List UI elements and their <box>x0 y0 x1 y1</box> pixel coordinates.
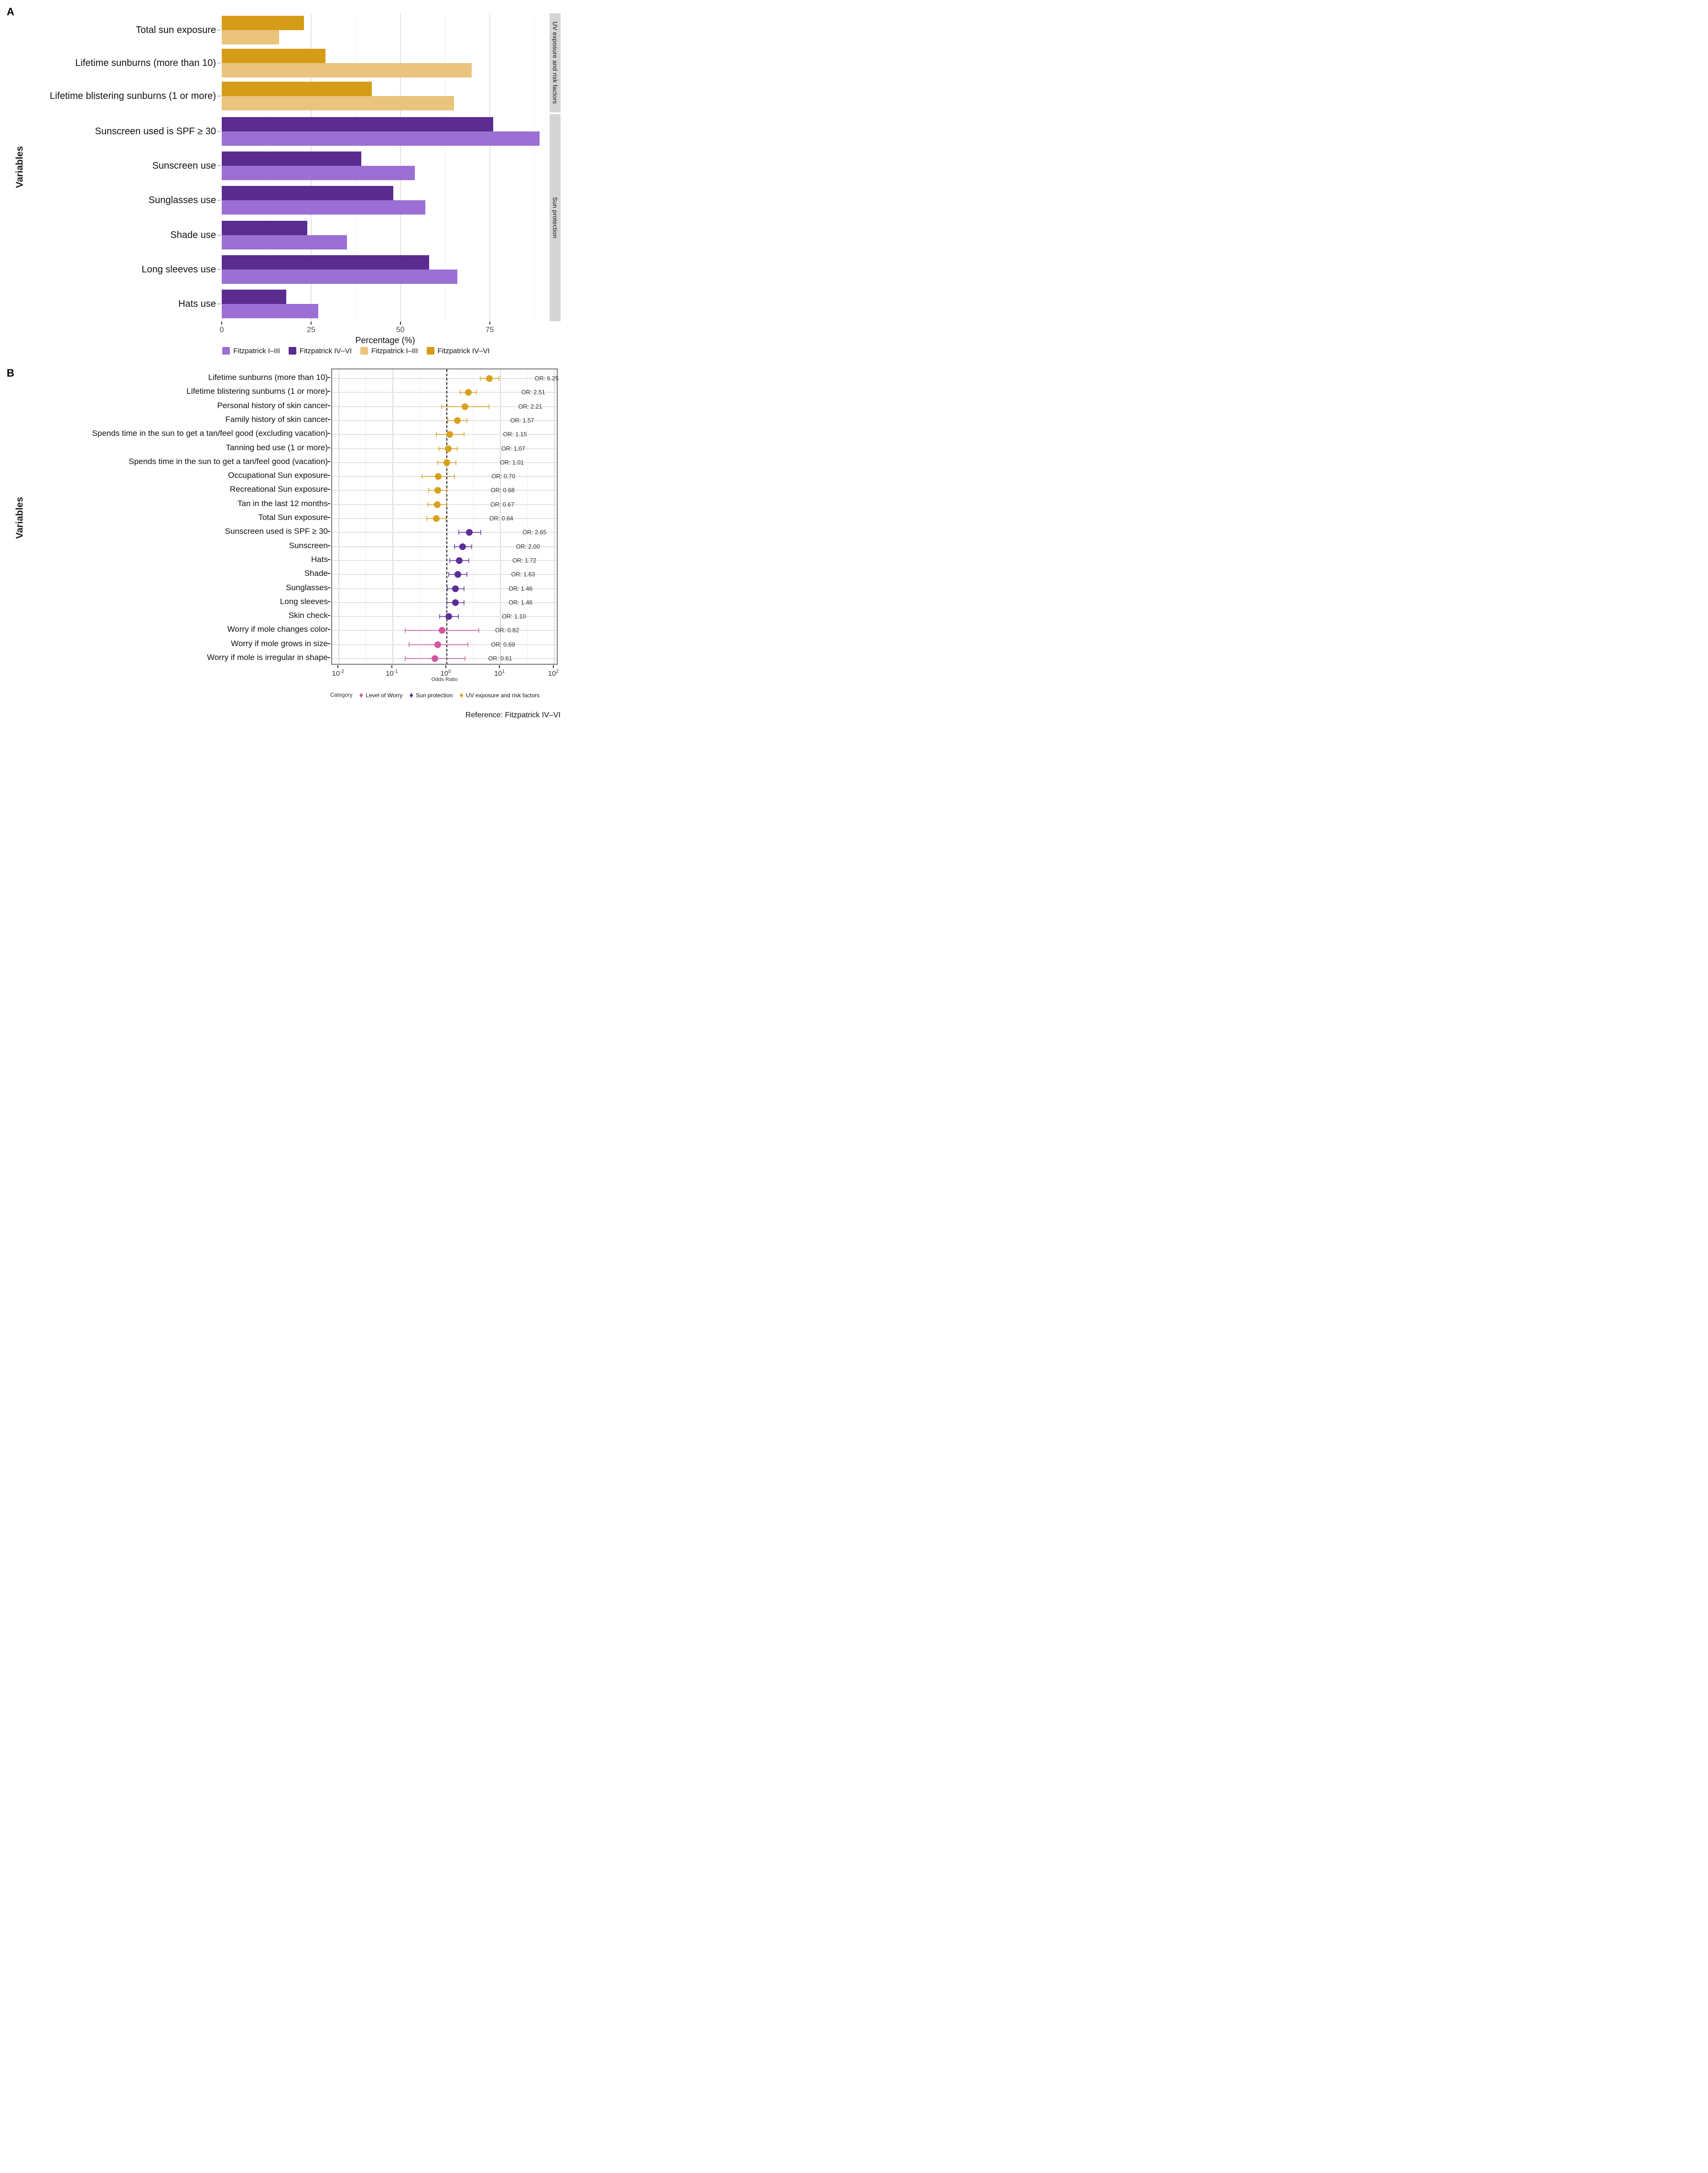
y-tick <box>328 391 330 392</box>
legend-label: UV exposure and risk factors <box>466 692 540 699</box>
bar-fitzpatrick-i-iii <box>222 131 540 146</box>
category-label: Skin check <box>288 611 328 620</box>
legend-label: Fitzpatrick I–III <box>233 346 280 355</box>
category-label: Recreational Sun exposure <box>229 485 328 494</box>
x-tick <box>499 665 500 668</box>
ci-cap-high <box>457 446 458 451</box>
bar-row <box>222 114 549 149</box>
ci-cap-low <box>436 432 437 437</box>
odds-ratio-label: OR: 0.69 <box>491 641 515 648</box>
ci-cap-high <box>464 586 465 591</box>
legend-item <box>409 692 453 699</box>
y-tick <box>328 559 330 560</box>
category-label: Personal history of skin cancer <box>217 400 328 410</box>
facet-strip <box>550 13 561 112</box>
gridline-vertical-major <box>338 369 339 664</box>
odds-ratio-label: OR: 1.72 <box>512 557 537 564</box>
ci-cap-high <box>458 614 459 619</box>
gridline-vertical-major <box>554 369 555 664</box>
category-label: Hats <box>311 554 328 564</box>
y-tick <box>328 419 330 420</box>
x-tick <box>445 665 446 668</box>
diamond-icon: ♦ <box>459 691 464 700</box>
panel-b-y-axis-title: Variables <box>14 497 25 539</box>
ci-cap-high <box>488 404 489 409</box>
ci-cap-high <box>455 460 456 465</box>
y-tick <box>328 503 330 504</box>
legend-item <box>360 347 418 355</box>
legend-item <box>459 692 540 699</box>
panel-a-x-axis-title: Percentage (%) <box>355 335 415 345</box>
panel-a-plot-area <box>222 13 549 321</box>
category-label: Worry if mole changes color <box>227 625 328 634</box>
legend-swatch <box>427 347 434 355</box>
legend-swatch <box>222 347 230 355</box>
forest-point <box>432 655 438 662</box>
odds-ratio-label: OR: 1.46 <box>508 585 533 592</box>
y-tick <box>328 657 330 658</box>
panel-b-x-axis-title: Odds Ratio <box>431 677 458 682</box>
ci-cap-high <box>446 488 447 493</box>
odds-ratio-label: OR: 2.00 <box>516 543 540 550</box>
bar-row <box>222 46 549 79</box>
ci-cap-low <box>426 516 427 521</box>
facet-uv-exposure <box>222 13 549 112</box>
bar-fitzpatrick-iv-vi <box>222 151 361 166</box>
forest-point <box>486 375 493 382</box>
odds-ratio-label: OR: 0.82 <box>495 627 519 634</box>
forest-point <box>462 403 468 410</box>
odds-ratio-label: OR: 0.67 <box>490 501 515 508</box>
gridline-vertical-minor <box>473 369 474 664</box>
panel-b-plot-area <box>331 368 558 665</box>
category-label: Occupational Sun exposure <box>228 471 328 480</box>
y-tick <box>328 615 330 616</box>
bar-fitzpatrick-i-iii <box>222 304 318 318</box>
y-tick <box>217 235 221 236</box>
bar-fitzpatrick-iv-vi <box>222 49 325 63</box>
category-label: Worry if mole is irregular in shape <box>207 653 328 662</box>
odds-ratio-label: OR: 1.57 <box>510 417 534 424</box>
category-label: Sunscreen use <box>152 161 216 172</box>
ci-cap-high <box>445 516 446 521</box>
x-tick-label: $10^2$ <box>548 669 559 678</box>
x-tick <box>489 322 490 324</box>
category-label: Spends time in the sun to get a tan/feel good (excluding vacation) <box>92 429 328 438</box>
ci-cap-low <box>428 488 429 493</box>
y-tick <box>328 377 330 378</box>
ci-cap-low <box>405 656 406 661</box>
panel-b-label: B <box>7 367 14 379</box>
legend-swatch <box>289 347 296 355</box>
category-label: Lifetime sunburns (more than 10) <box>75 57 216 68</box>
odds-ratio-label: OR: 2.21 <box>518 403 542 410</box>
reference-note: Reference: Fitzpatrick IV–VI <box>465 711 561 719</box>
facet-strip-label: Sun protection <box>551 197 559 238</box>
y-tick <box>328 433 330 434</box>
legend-item <box>222 347 280 355</box>
odds-ratio-label: OR: 0.70 <box>491 473 516 480</box>
bar-fitzpatrick-i-iii <box>222 166 415 180</box>
odds-ratio-label: OR: 6.25 <box>534 375 559 382</box>
forest-point <box>434 641 441 648</box>
x-tick-label: $10^{-2}$ <box>332 669 345 678</box>
y-tick <box>328 405 330 406</box>
y-tick <box>328 489 330 490</box>
forest-point <box>434 501 441 508</box>
diamond-icon: ♦ <box>409 691 414 700</box>
bar-fitzpatrick-i-iii <box>222 63 472 77</box>
y-tick <box>328 517 330 518</box>
facet-strip <box>550 114 561 321</box>
legend-label: Sun protection <box>416 692 453 699</box>
facet-sun-protection <box>222 114 549 321</box>
odds-ratio-label: OR: 1.63 <box>511 571 535 578</box>
category-label: Spends time in the sun to get a tan/feel good (vacation) <box>129 456 328 466</box>
panel-a-label: A <box>7 6 14 18</box>
diamond-icon: ♦ <box>359 691 364 700</box>
forest-point <box>435 473 442 480</box>
forest-point <box>446 431 453 438</box>
y-tick <box>328 573 330 574</box>
legend-label: Fitzpatrick IV–VI <box>437 346 490 355</box>
y-tick <box>328 461 330 462</box>
ci-cap-high <box>467 642 468 647</box>
ci-cap-high <box>466 572 467 577</box>
ci-cap-low <box>409 642 410 647</box>
x-tick <box>391 665 392 668</box>
legend-swatch <box>360 347 368 355</box>
category-label: Sunglasses use <box>148 195 216 206</box>
x-tick-label: 0 <box>219 326 224 334</box>
figure <box>0 0 569 724</box>
bar-fitzpatrick-i-iii <box>222 200 425 215</box>
y-tick <box>217 165 221 166</box>
ci-cap-low <box>454 544 455 549</box>
x-tick <box>311 322 312 324</box>
category-label: Sunscreen <box>289 541 328 550</box>
bar-fitzpatrick-i-iii <box>222 270 457 284</box>
category-label: Sunscreen used is SPF ≥ 30 <box>225 527 328 536</box>
y-tick <box>328 545 330 546</box>
bar-row <box>222 252 549 287</box>
ci-cap-low <box>447 418 448 423</box>
category-label: Sunscreen used is SPF ≥ 30 <box>95 126 216 137</box>
ci-cap-high <box>480 530 481 535</box>
bar-fitzpatrick-iv-vi <box>222 117 493 131</box>
ci-cap-low <box>447 586 448 591</box>
ci-cap-low <box>437 460 438 465</box>
facet-strip-label: UV exposure and risk factors <box>551 22 559 104</box>
bar-fitzpatrick-iv-vi <box>222 221 307 235</box>
gridline-horizontal <box>332 378 557 379</box>
legend-item <box>289 347 352 355</box>
bar-row <box>222 79 549 112</box>
y-tick <box>328 601 330 602</box>
legend-label: Level of Worry <box>366 692 403 699</box>
legend-title: Category <box>330 692 353 698</box>
forest-point <box>439 627 445 634</box>
forest-point <box>445 613 452 620</box>
ci-cap-high <box>498 376 499 381</box>
category-label: Sunglasses <box>286 583 328 592</box>
category-label: Shade <box>304 569 328 578</box>
odds-ratio-label: OR: 1.46 <box>508 599 533 606</box>
forest-point <box>454 417 461 424</box>
x-tick-label: 25 <box>306 326 315 334</box>
bar-row <box>222 218 549 252</box>
bar-fitzpatrick-i-iii <box>222 96 454 110</box>
x-tick-label: $10^{-1}$ <box>386 669 398 678</box>
forest-point <box>465 389 472 396</box>
y-tick <box>328 531 330 532</box>
forest-point <box>434 487 441 494</box>
legend-label: Fitzpatrick IV–VI <box>299 346 352 355</box>
odds-ratio-label: OR: 0.61 <box>488 655 512 662</box>
y-tick <box>328 447 330 448</box>
bar-row <box>222 149 549 183</box>
odds-ratio-label: OR: 0.64 <box>489 515 513 522</box>
x-tick-label: $10^1$ <box>494 669 505 678</box>
y-tick <box>217 30 221 31</box>
ci-cap-high <box>468 558 469 563</box>
y-tick <box>328 587 330 588</box>
x-tick <box>337 665 338 668</box>
forest-point <box>459 543 466 550</box>
x-tick-label: 75 <box>485 326 494 334</box>
ci-cap-low <box>427 502 428 507</box>
bar-fitzpatrick-iv-vi <box>222 82 372 96</box>
ci-cap-low <box>448 572 449 577</box>
odds-ratio-label: OR: 2.51 <box>521 389 545 396</box>
bar-fitzpatrick-iv-vi <box>222 255 429 270</box>
y-tick <box>217 303 221 304</box>
forest-point <box>433 515 440 522</box>
y-tick <box>217 63 221 64</box>
forest-point <box>454 571 461 578</box>
odds-ratio-label: OR: 1.01 <box>500 459 524 466</box>
ci-cap-high <box>454 474 455 479</box>
forest-point <box>452 585 459 592</box>
category-label: Tanning bed use (1 or more) <box>226 443 328 452</box>
odds-ratio-label: OR: 0.68 <box>490 487 515 494</box>
x-tick <box>400 322 401 324</box>
x-tick-label: 50 <box>396 326 405 334</box>
forest-point <box>443 459 450 466</box>
legend-item <box>427 347 490 355</box>
x-tick <box>221 322 222 324</box>
ci-cap-low <box>446 600 447 605</box>
ci-cap-low <box>449 558 450 563</box>
ci-cap-high <box>464 600 465 605</box>
odds-ratio-label: OR: 1.07 <box>501 445 526 452</box>
ci-cap-high <box>478 628 479 633</box>
bar-fitzpatrick-iv-vi <box>222 186 393 200</box>
y-tick <box>217 269 221 270</box>
bar-fitzpatrick-i-iii <box>222 235 347 249</box>
forest-point <box>466 529 473 536</box>
category-label: Total Sun exposure <box>258 513 328 522</box>
y-tick <box>217 96 221 97</box>
bar-fitzpatrick-iv-vi <box>222 16 304 30</box>
y-tick <box>328 629 330 630</box>
category-label: Lifetime sunburns (more than 10) <box>208 373 328 382</box>
ci-cap-high <box>446 502 447 507</box>
ci-cap-high <box>464 432 465 437</box>
category-label: Lifetime blistering sunburns (1 or more) <box>186 387 328 396</box>
ci-cap-low <box>458 530 459 535</box>
ci-cap-low <box>405 628 406 633</box>
ci-cap-low <box>460 390 461 395</box>
ci-cap-high <box>476 390 477 395</box>
legend-item <box>359 692 403 699</box>
x-tick <box>553 665 554 668</box>
ci-cap-low <box>439 614 440 619</box>
ci-cap-low <box>441 404 442 409</box>
bar-row <box>222 183 549 217</box>
panel-b-legend <box>306 691 564 700</box>
ci-cap-low <box>438 446 439 451</box>
y-tick <box>217 131 221 132</box>
category-label: Total sun exposure <box>136 24 216 35</box>
panel-a-y-axis-title: Variables <box>14 146 25 188</box>
ci-cap-low <box>480 376 481 381</box>
category-label: Long sleeves <box>280 596 328 606</box>
forest-point <box>445 445 452 452</box>
y-tick <box>328 643 330 644</box>
gridline-vertical-minor <box>527 369 528 664</box>
bar-row <box>222 287 549 321</box>
forest-point <box>456 557 463 564</box>
ci-cap-high <box>471 544 472 549</box>
gridline-vertical-major <box>392 369 393 664</box>
category-label: Lifetime blistering sunburns (1 or more) <box>50 90 216 101</box>
category-label: Family history of skin cancer <box>225 414 328 424</box>
y-tick <box>328 475 330 476</box>
bar-fitzpatrick-i-iii <box>222 30 279 44</box>
category-label: Long sleeves use <box>141 264 216 275</box>
legend-label: Fitzpatrick I–III <box>371 346 418 355</box>
category-label: Tan in the last 12 months <box>237 498 328 508</box>
odds-ratio-label: OR: 1.15 <box>503 431 527 438</box>
category-label: Hats use <box>178 298 216 309</box>
y-tick <box>217 200 221 201</box>
x-tick-label: $10^0$ <box>440 669 451 678</box>
ci-cap-high <box>466 418 467 423</box>
category-label: Shade use <box>170 229 216 240</box>
bar-row <box>222 13 549 46</box>
odds-ratio-label: OR: 1.10 <box>502 613 526 620</box>
bar-fitzpatrick-iv-vi <box>222 290 286 304</box>
category-label: Worry if mole grows in size <box>231 638 328 648</box>
panel-a-legend <box>167 346 545 356</box>
reference-line <box>446 369 447 664</box>
forest-point <box>452 599 459 606</box>
odds-ratio-label: OR: 2.65 <box>522 529 547 536</box>
